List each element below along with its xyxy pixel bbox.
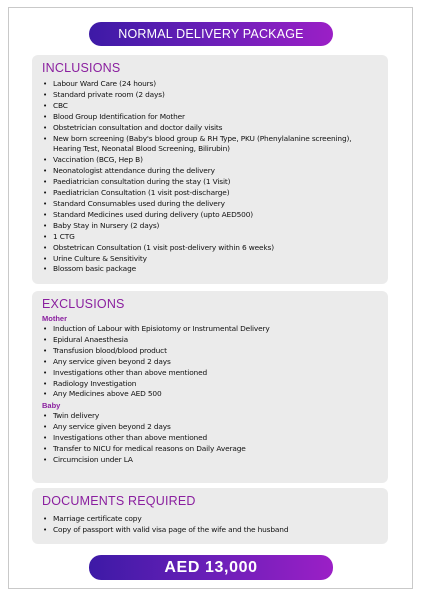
list-item: • Blood Group Identification for Mother bbox=[42, 112, 380, 123]
list-item: • Copy of passport with valid visa page of the wife and the husband bbox=[42, 525, 380, 536]
list-item: • Urine Culture & Sensitivity bbox=[42, 254, 380, 265]
list-item: • Obstetrican Consultation (1 visit post-delivery within 6 weeks) bbox=[42, 243, 380, 254]
list-item: • Investigations other than above mentioned bbox=[42, 368, 380, 379]
list-item: • Any Medicines above AED 500 bbox=[42, 389, 380, 400]
baby-exclusions-list bbox=[42, 411, 380, 466]
list-item: • Any service given beyond 2 days bbox=[42, 357, 380, 368]
list-item: • CBC bbox=[42, 101, 380, 112]
list-item: • Radiology Investigation bbox=[42, 379, 380, 390]
list-item: • Standard Consumables used during the delivery bbox=[42, 199, 380, 210]
list-item: • Baby Stay in Nursery (2 days) bbox=[42, 221, 380, 232]
inclusions-list bbox=[42, 79, 380, 275]
list-item: • Standard Medicines used during delivery (upto AED500) bbox=[42, 210, 380, 221]
inclusions-panel bbox=[32, 55, 388, 284]
list-item: • Neonatologist attendance during the delivery bbox=[42, 166, 380, 177]
package-title-banner bbox=[89, 22, 333, 46]
list-item: • Paediatrician consultation during the stay (1 Visit) bbox=[42, 177, 380, 188]
list-item: • Epidural Anaesthesia bbox=[42, 335, 380, 346]
list-item: • Blossom basic package bbox=[42, 264, 380, 275]
list-item: • Circumcision under LA bbox=[42, 455, 380, 466]
documents-title: DOCUMENTS REQUIRED bbox=[42, 494, 196, 508]
list-item: • Induction of Labour with Episiotomy or Instrumental Delivery bbox=[42, 324, 380, 335]
mother-subheading: Mother bbox=[42, 314, 67, 323]
list-item: • Obstetrician consultation and doctor daily visits bbox=[42, 123, 380, 134]
list-item: • Paediatrician Consultation (1 visit post-discharge) bbox=[42, 188, 380, 199]
list-item: • Investigations other than above mentioned bbox=[42, 433, 380, 444]
list-item: • Labour Ward Care (24 hours) bbox=[42, 79, 380, 90]
price-banner bbox=[89, 555, 333, 580]
documents-list bbox=[42, 514, 380, 536]
exclusions-title: EXCLUSIONS bbox=[42, 297, 125, 311]
inclusions-title: INCLUSIONS bbox=[42, 61, 121, 75]
list-item: • Marriage certificate copy bbox=[42, 514, 380, 525]
mother-exclusions-list bbox=[42, 324, 380, 400]
list-item: • Any service given beyond 2 days bbox=[42, 422, 380, 433]
exclusions-panel bbox=[32, 291, 388, 483]
list-item: • Transfer to NICU for medical reasons on Daily Average bbox=[42, 444, 380, 455]
package-price: AED 13,000 bbox=[164, 559, 258, 576]
list-item: • 1 CTG bbox=[42, 232, 380, 243]
list-item: • Standard private room (2 days) bbox=[42, 90, 380, 101]
list-item: • Transfusion blood/blood product bbox=[42, 346, 380, 357]
package-title: NORMAL DELIVERY PACKAGE bbox=[118, 27, 304, 41]
list-item: • Twin delivery bbox=[42, 411, 380, 422]
baby-subheading: Baby bbox=[42, 401, 61, 411]
list-item: • New born screening (Baby's blood group & RH Type, PKU (Phenylalanine screening), Hearing Test, Neonatal Blood Screening, Bilirubin) bbox=[42, 134, 380, 156]
documents-panel bbox=[32, 488, 388, 544]
list-item: • Vaccination (BCG, Hep B) bbox=[42, 155, 380, 166]
